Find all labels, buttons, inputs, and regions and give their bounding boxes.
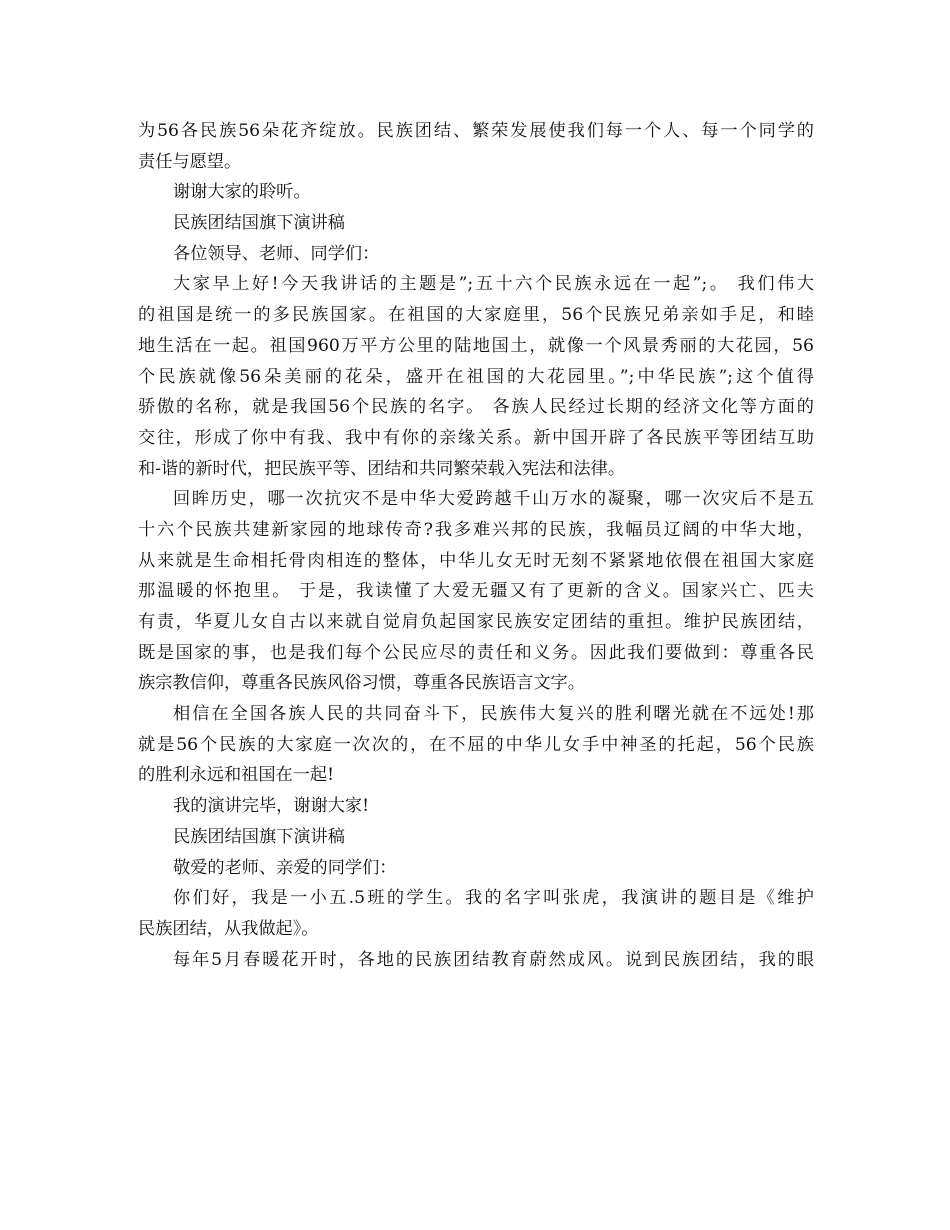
text-line: 和-谐的新时代，把民族平等、团结和共同繁荣载入宪法和法律。 [138, 458, 626, 479]
text-line: 从来就是生命相托骨肉相连的整体，中华儿女无时无刻不紧紧地依偎在祖国大家庭 [138, 550, 814, 571]
text-line: 就是56个民族的大家庭一次次的，在不屈的中华儿女手中神圣的托起，56个民族 [138, 734, 814, 755]
section-title: 民族团结国旗下演讲稿 [173, 213, 345, 234]
text-line: 为56各民族56朵花齐绽放。民族团结、繁荣发展使我们每一个人、每一个同学的 [138, 121, 814, 141]
section-title: 民族团结国旗下演讲稿 [173, 826, 345, 847]
text-line: 有责，华夏儿女自古以来就自觉肩负起国家民族安定团结的重担。维护民族团结， [138, 612, 814, 632]
text-line: 相信在全国各族人民的共同奋斗下，民族伟大复兴的胜利曙光就在不远处!那 [173, 704, 814, 725]
text-line: 责任与愿望。 [138, 151, 242, 172]
salutation: 敬爱的老师、亲爱的同学们： [173, 857, 397, 878]
text-line: 十六个民族共建新家园的地球传奇?我多难兴邦的民族，我幅员辽阔的中华大地， [138, 519, 814, 540]
text-line: 民族团结，从我做起》。 [138, 918, 319, 939]
text-line: 回眸历史，哪一次抗灾不是中华大爱跨越千山万水的凝聚，哪一次灾后不是五 [173, 489, 814, 510]
text-line: 我的演讲完毕，谢谢大家! [173, 796, 369, 817]
text-line: 那温暖的怀抱里。 于是，我读懂了大爱无疆又有了更新的含义。国家兴亡、匹夫 [138, 581, 814, 602]
text-line: 你们好，我是一小五.5班的学生。我的名字叫张虎，我演讲的题目是《维护 [173, 888, 814, 909]
text-line: 每年5月春暖花开时，各地的民族团结教育蔚然成风。说到民族团结，我的眼 [173, 949, 814, 970]
text-line: 大家早上好!今天我讲话的主题是”;五十六个民族永远在一起”;。 我们伟大 [173, 274, 814, 295]
text-line: 个民族就像56朵美丽的花朵，盛开在祖国的大花园里。”;中华民族”;这个值得 [138, 366, 814, 387]
text-line: 交往，形成了你中有我、我中有你的亲缘关系。新中国开辟了各民族平等团结互助 [138, 427, 814, 448]
text-line: 地生活在一起。祖国960万平方公里的陆地国土，就像一个风景秀丽的大花园，56 [138, 335, 814, 356]
text-line: 的祖国是统一的多民族国家。在祖国的大家庭里，56个民族兄弟亲如手足，和睦 [138, 305, 814, 326]
text-line: 既是国家的事，也是我们每个公民应尽的责任和义务。因此我们要做到：尊重各民 [138, 642, 814, 663]
document-body [138, 116, 814, 975]
text-line: 族宗教信仰，尊重各民族风俗习惯，尊重各民族语言文字。 [138, 673, 585, 694]
salutation: 各位领导、老师、同学们： [173, 243, 380, 264]
text-line: 的胜利永远和祖国在一起! [138, 765, 334, 786]
text-line: 谢谢大家的聆听。 [173, 182, 311, 203]
text-line: 骄傲的名称，就是我国56个民族的名字。 各族人民经过长期的经济文化等方面的 [138, 397, 814, 418]
